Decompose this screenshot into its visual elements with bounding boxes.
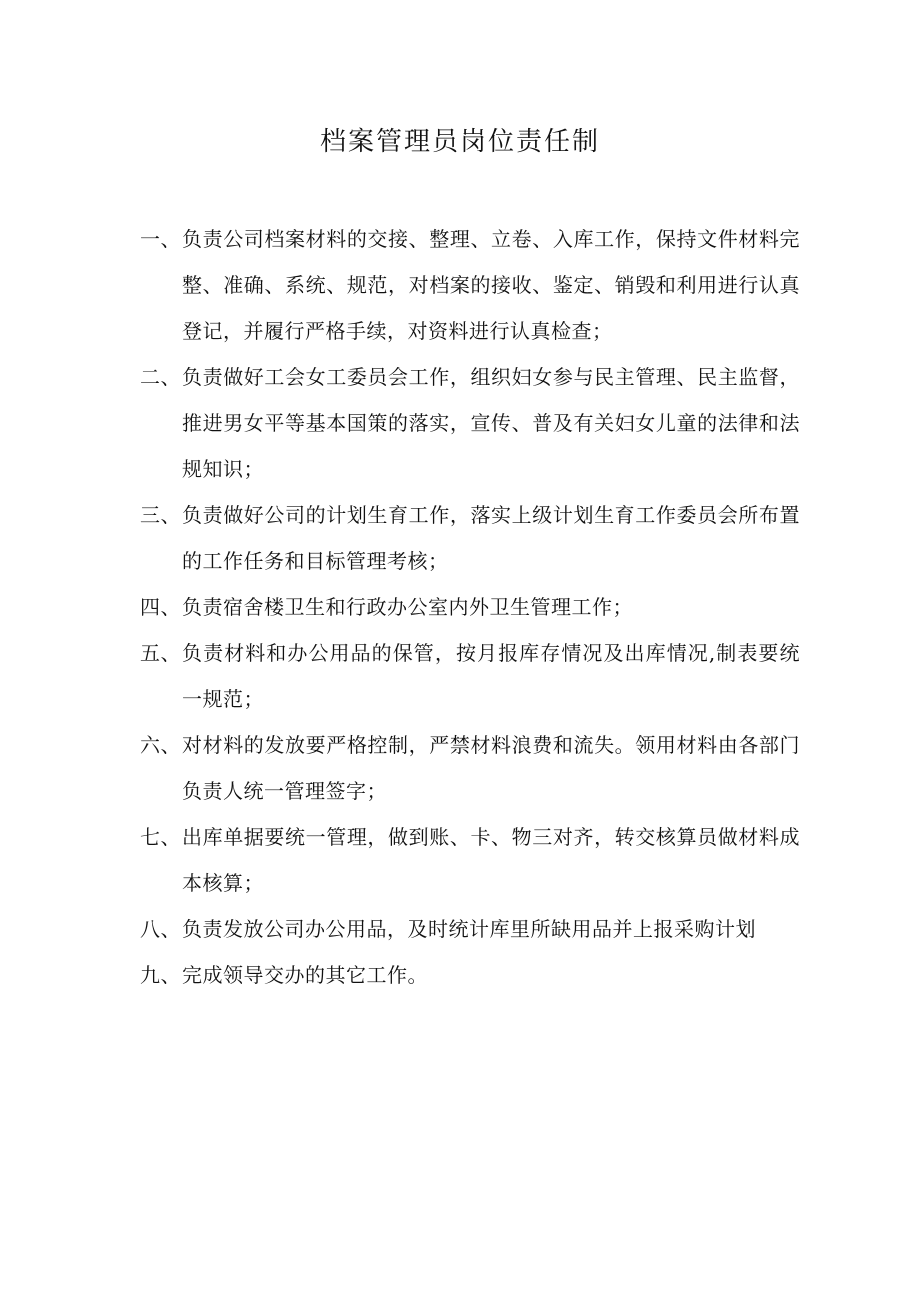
item-number: 二、 <box>140 365 181 389</box>
list-item <box>140 952 800 998</box>
list-item <box>140 814 800 906</box>
item-text: 负责发放公司办公用品，及时统计库里所缺用品并上报采购计划 <box>182 917 756 941</box>
list-item <box>140 584 800 630</box>
item-text: 对材料的发放要严格控制，严禁材料浪费和流失。领用材料由各部门负责人统一管理签字； <box>182 733 800 803</box>
item-text: 负责宿舍楼卫生和行政办公室内外卫生管理工作； <box>182 595 633 619</box>
item-number: 五、 <box>140 641 181 665</box>
list-item <box>140 354 800 492</box>
item-text: 完成领导交办的其它工作。 <box>182 963 428 987</box>
item-text: 出库单据要统一管理，做到账、卡、物三对齐，转交核算员做材料成本核算； <box>182 825 800 895</box>
list-item <box>140 906 800 952</box>
item-number: 四、 <box>140 595 181 619</box>
item-text: 负责做好公司的计划生育工作，落实上级计划生育工作委员会所布置的工作任务和目标管理考核； <box>182 503 800 573</box>
item-number: 九、 <box>140 963 181 987</box>
list-item <box>140 216 800 354</box>
item-number: 一、 <box>140 227 181 251</box>
item-number: 六、 <box>140 733 181 757</box>
item-number: 七、 <box>140 825 181 849</box>
item-text: 负责公司档案材料的交接、整理、立卷、入库工作，保持文件材料完整、准确、系统、规范，对档案的接收、鉴定、销毁和利用进行认真登记，并履行严格手续，对资料进行认真检查； <box>182 227 800 343</box>
item-number: 三、 <box>140 503 181 527</box>
list-item <box>140 492 800 584</box>
list-item <box>140 630 800 722</box>
item-number: 八、 <box>140 917 181 941</box>
list-item <box>140 722 800 814</box>
item-text: 负责做好工会女工委员会工作，组织妇女参与民主管理、民主监督，推进男女平等基本国策的落实，宣传、普及有关妇女儿童的法律和法规知识； <box>182 365 800 481</box>
responsibility-list <box>140 216 800 998</box>
item-text: 负责材料和办公用品的保管，按月报库存情况及出库情况,制表要统一规范； <box>182 641 800 711</box>
document-title: 档案管理员岗位责任制 <box>319 127 600 157</box>
